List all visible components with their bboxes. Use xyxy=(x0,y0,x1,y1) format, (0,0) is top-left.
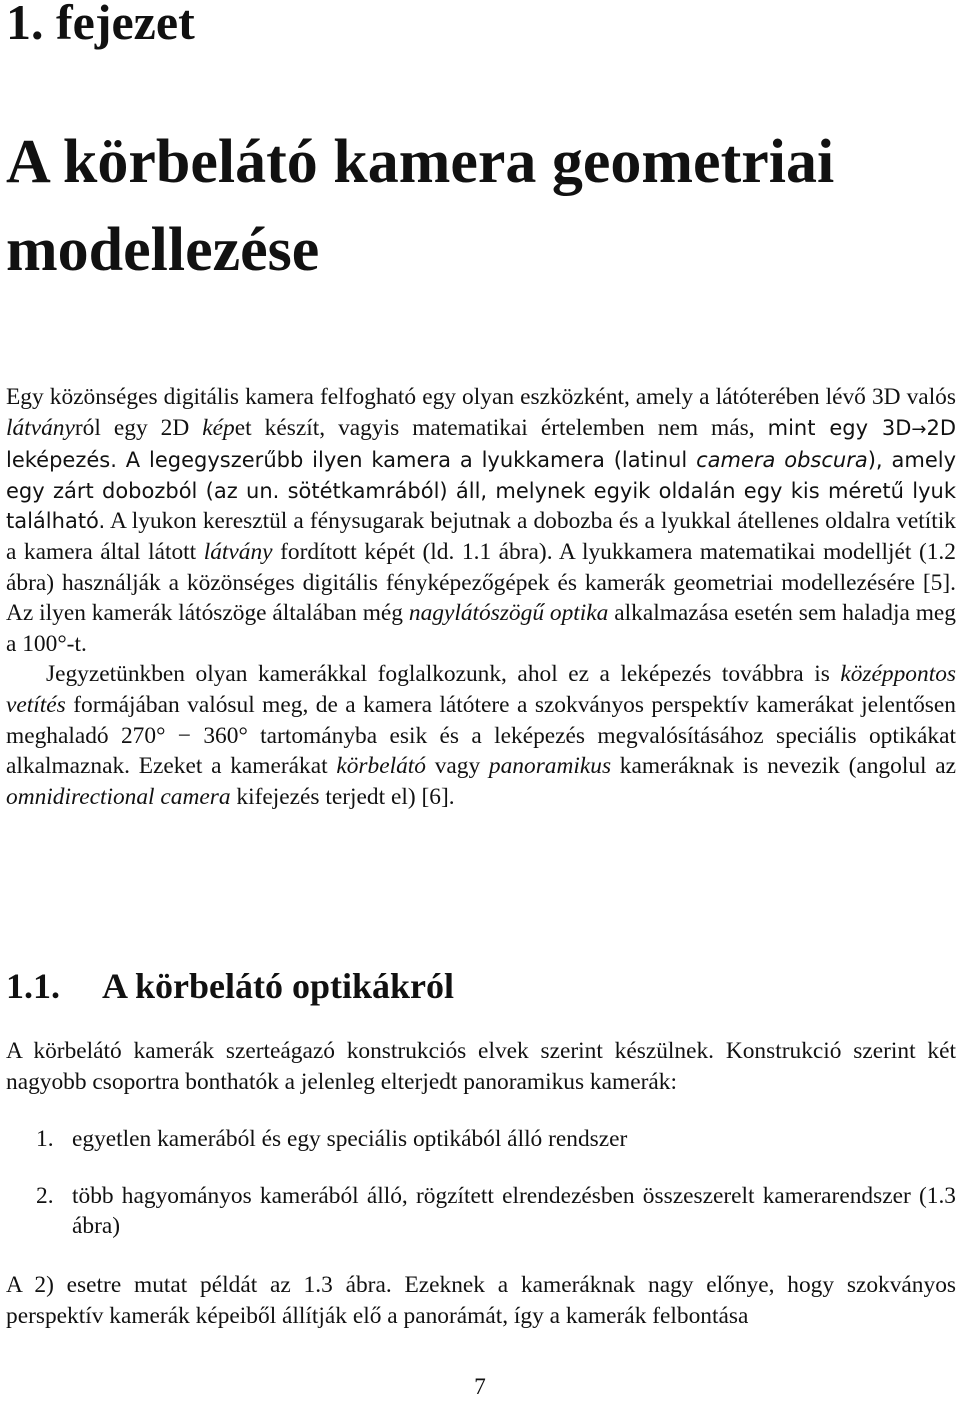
p1-emph-latvany-2: látvány xyxy=(203,538,273,565)
chapter-label: 1. fejezet xyxy=(6,0,195,50)
closing-text xyxy=(6,1270,956,1331)
arrow-right-icon: → xyxy=(911,418,927,440)
closing-paragraph: A 2) esetre mutat példát az 1.3 ábra. Ezeknek a kameráknak nagy előnye, hogy szokványos perspektív kamerák képeiből állítják elő a panorámát, így a kamerák felbontása xyxy=(6,1272,956,1329)
list-item xyxy=(6,1181,956,1242)
p1-sans-4: ), amely egy zárt dobozból (az un. sötétkamrából) áll, melynek egyik oldalán egy kis méretű lyuk található. xyxy=(6,448,956,534)
list-item-text: több hagyományos kamerából álló, rögzített elrendezésben összeszerelt kamerarendszer (1.3 ábra) xyxy=(72,1182,956,1240)
p2-text-5: kifejezés terjedt el) [6]. xyxy=(230,783,455,810)
section-number: 1.1. xyxy=(6,966,60,1006)
section-paragraph: A körbelátó kamerák szerteágazó konstrukciós elvek szerint készülnek. Konstrukció szerint két nagyobb csoportra bonthatók a jelenleg elterjedt panoramikus kamerák: xyxy=(6,1038,956,1095)
p1-text-3: et készít, vagyis matematikai értelemben nem más, xyxy=(234,414,768,441)
intro-text xyxy=(6,382,956,812)
p1-emph-camera-obscura: camera obscura xyxy=(696,448,868,473)
p2-text-2: formájában valósul meg, de a kamera látótere a szokványos perspektív kamerákat jelentősen meghaladó 270° − 360° tartományba esik és a leképezés megvalósításához speciális optikákat alkalmaznak. Ezeket a kamerákat xyxy=(6,691,956,780)
p1-text-2: ról egy 2D xyxy=(74,414,203,441)
p1-emph-nagylatoszogu: nagylátószögű optika xyxy=(408,600,609,627)
p1-text-4: A lyukon keresztül a fénysugarak bejutnak a dobozba és a lyukkal átellenes oldalra vetítik a kamera által látott xyxy=(6,508,956,565)
p1-sans-2: 2D leképezés. A legegyszerűbb ilyen kamera a lyukkamera (latinul xyxy=(6,415,957,473)
p2-text-3: vagy xyxy=(425,753,489,780)
list-item xyxy=(6,1124,956,1155)
p2-emph-korbelato: körbelátó xyxy=(336,753,426,780)
p2-emph-kozeppontos: középpontos vetítés xyxy=(6,661,956,718)
section-text xyxy=(6,1036,956,1097)
p2-emph-panoramikus: panoramikus xyxy=(488,753,612,780)
list-item-number: 2. xyxy=(36,1182,54,1209)
p1-text-6: alkalmazása esetén sem haladja meg a 100°-t. xyxy=(6,600,956,657)
p1-emph-kep: kép xyxy=(202,414,235,441)
p2-text-4: kameráknak is nevezik (angolul az xyxy=(611,753,956,780)
p1-sans-1: mint egy 3D xyxy=(767,415,912,440)
p2-text-1: Jegyzetünkben olyan kamerákkal foglalkozunk, ahol ez a leképezés továbbra is xyxy=(46,661,841,688)
list-item-number: 1. xyxy=(36,1126,54,1152)
intro-paragraph-1 xyxy=(6,382,956,659)
intro-paragraph-2 xyxy=(6,659,956,812)
numbered-list xyxy=(6,1124,956,1242)
chapter-title: A körbelátó kamera geometriai modellezése xyxy=(6,128,835,284)
page-number: 7 xyxy=(474,1374,486,1400)
p1-emph-latvany: látvány xyxy=(6,414,75,441)
list-item-text: egyetlen kamerából és egy speciális optikából álló rendszer xyxy=(72,1126,628,1152)
section-heading xyxy=(6,962,956,1010)
section-title: A körbelátó optikákról xyxy=(102,966,455,1006)
p1-text-1: Egy közönséges digitális kamera felfogható egy olyan eszközként, amely a látóterében lévő 3D valós xyxy=(6,384,956,410)
p1-text-5: fordított képét (ld. 1.1 ábra). A lyukkamera matematikai modelljét (1.2 ábra) használják a közönséges digitális fényképezőgépek és kamerák geometriai modellezésére [5]. Az ilyen kamerák látószöge általában még xyxy=(6,538,956,627)
p2-emph-omnidirectional: omnidirectional camera xyxy=(6,783,231,810)
